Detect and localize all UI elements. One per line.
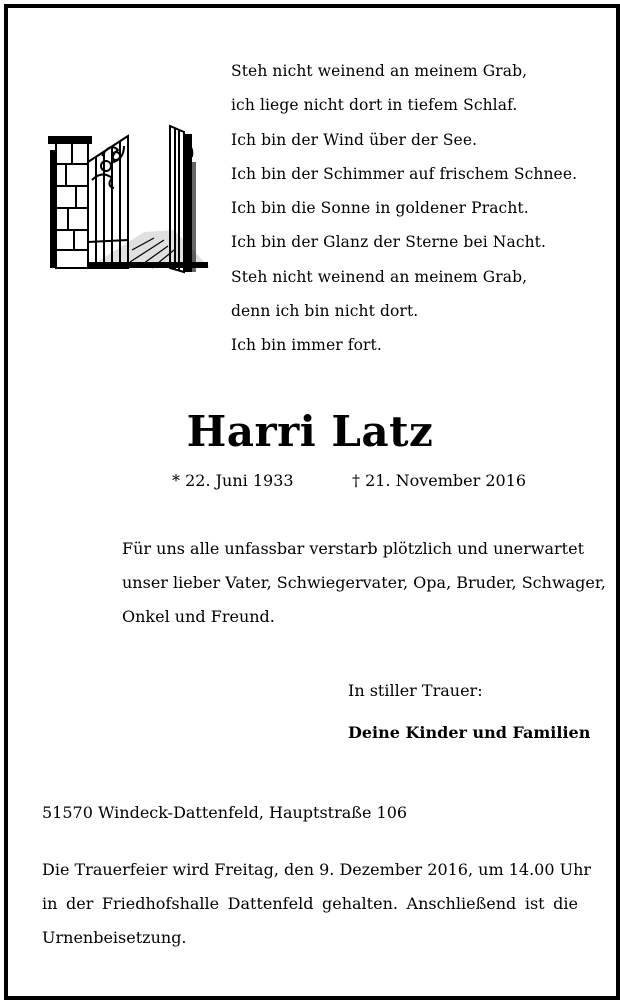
funeral-line: Die Trauerfeier wird Freitag, den 9. Dezember 2016, um 14.00 Uhr: [42, 860, 592, 879]
poem-line: Ich bin immer fort.: [231, 336, 382, 355]
funeral-line: in der Friedhofshalle Dattenfeld gehalten. Anschließend ist die: [42, 894, 578, 913]
poem-line: denn ich bin nicht dort.: [231, 302, 419, 321]
deceased-name: Harri Latz: [186, 407, 434, 456]
mourning-label: In stiller Trauer:: [348, 681, 483, 700]
announcement-line: unser lieber Vater, Schwiegervater, Opa, Bruder, Schwager,: [122, 573, 606, 592]
funeral-info: [42, 853, 592, 955]
poem-line: Ich bin der Schimmer auf frischem Schnee.: [231, 164, 578, 183]
poem-line: ich liege nicht dort in tiefem Schlaf.: [231, 96, 518, 115]
open-gate-icon: [44, 122, 210, 274]
announcement-line: Für uns alle unfassbar verstarb plötzlich und unerwartet: [122, 539, 585, 558]
mourners-signature: Deine Kinder und Familien: [348, 723, 591, 742]
poem-line: Steh nicht weinend an meinem Grab,: [231, 62, 528, 80]
poem-line: Ich bin der Glanz der Sterne bei Nacht.: [231, 233, 547, 252]
funeral-line: Urnenbeisetzung.: [42, 928, 187, 947]
announcement-line: Onkel und Freund.: [122, 607, 275, 626]
life-dates: [0, 466, 620, 496]
poem: [231, 54, 578, 363]
birth-date: * 22. Juni 1933: [172, 471, 294, 490]
death-date: † 21. November 2016: [352, 471, 527, 490]
announcement-text: [122, 532, 606, 634]
poem-line: Steh nicht weinend an meinem Grab,: [231, 267, 528, 286]
poem-line: Ich bin die Sonne in goldener Pracht.: [231, 199, 529, 218]
address: 51570 Windeck-Dattenfeld, Hauptstraße 106: [42, 803, 408, 822]
poem-line: Ich bin der Wind über der See.: [231, 130, 478, 149]
